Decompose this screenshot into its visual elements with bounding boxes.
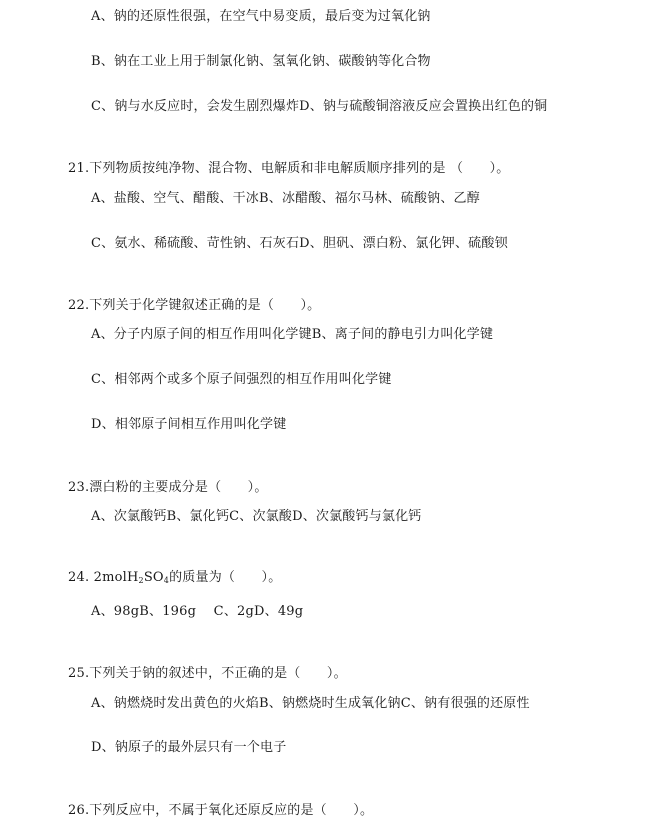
q20-option-b: B、钠在工业上用于制氯化钠、氢氧化钠、碳酸钠等化合物 — [91, 54, 431, 69]
q25-stem: 25.下列关于钠的叙述中，不正确的是（ ）。 — [68, 666, 347, 681]
q26-stem: 26.下列反应中，不属于氧化还原反应的是（ ）。 — [68, 803, 374, 818]
q25-option-d: D、钠原子的最外层只有一个电子 — [91, 740, 287, 755]
q20-option-c-d: C、钠与水反应时，会发生剧烈爆炸D、钠与硫酸铜溶液反应会置换出红色的铜 — [91, 99, 548, 114]
q22-stem: 22.下列关于化学键叙述正确的是（ ）。 — [68, 298, 321, 313]
q24-stem-prefix: 24. 2molH — [68, 570, 139, 585]
q22-option-c: C、相邻两个或多个原子间强烈的相互作用叫化学键 — [91, 372, 392, 387]
q21-option-a-b: A、盐酸、空气、醋酸、干冰B、冰醋酸、福尔马林、硫酸钠、乙醇 — [91, 191, 480, 206]
q22-option-d: D、相邻原子间相互作用叫化学键 — [91, 417, 287, 432]
q25-option-a-b-c: A、钠燃烧时发出黄色的火焰B、钠燃烧时生成氧化钠C、钠有很强的还原性 — [91, 696, 530, 711]
q23-options: A、次氯酸钙B、氯化钙C、次氯酸D、次氯酸钙与氯化钙 — [91, 509, 422, 524]
q24-stem — [68, 570, 281, 589]
q22-option-a-b: A、分子内原子间的相互作用叫化学键B、离子间的静电引力叫化学键 — [91, 327, 494, 342]
q24-subscript-2: 2 — [138, 576, 144, 585]
q24-stem-mid: SO — [143, 570, 164, 585]
q24-options: A、98gB、196g C、2gD、49g — [91, 604, 304, 619]
q24-subscript-4: 4 — [163, 576, 170, 585]
q24-stem-suffix: 的质量为（ ）。 — [169, 570, 282, 585]
q23-stem: 23.漂白粉的主要成分是（ ）。 — [68, 480, 268, 495]
q20-option-a: A、钠的还原性很强，在空气中易变质，最后变为过氧化钠 — [91, 9, 431, 24]
q21-option-c-d: C、氨水、稀硫酸、苛性钠、石灰石D、胆矾、漂白粉、氯化钾、硫酸钡 — [91, 236, 508, 251]
q21-stem: 21.下列物质按纯净物、混合物、电解质和非电解质顺序排列的是 （ ）。 — [68, 161, 510, 176]
